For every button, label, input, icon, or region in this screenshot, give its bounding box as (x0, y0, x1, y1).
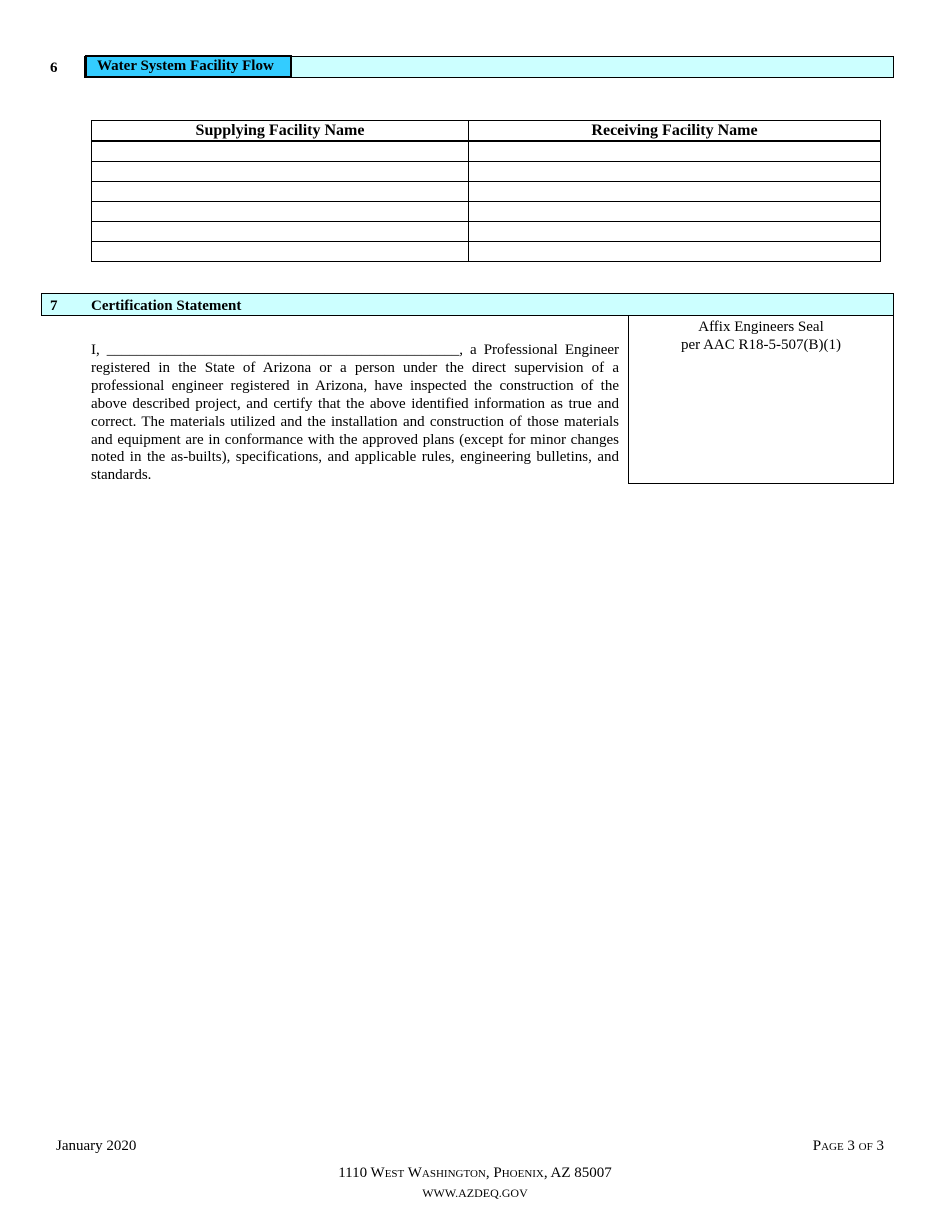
receiving-facility-cell[interactable] (469, 162, 881, 182)
receiving-facility-cell[interactable] (469, 182, 881, 202)
table-row (92, 242, 881, 262)
footer-website: WWW.AZDEQ.GOV (422, 1186, 528, 1200)
footer-page-number: Page 3 of 3 (812, 1138, 884, 1154)
seal-instruction-line-1: Affix Engineers Seal (698, 319, 824, 335)
supplying-facility-cell[interactable] (92, 242, 469, 262)
table-row (92, 141, 881, 162)
supplying-facility-cell[interactable] (92, 222, 469, 242)
table-header-row (92, 121, 881, 142)
table-row (92, 202, 881, 222)
receiving-facility-cell[interactable] (469, 141, 881, 162)
table-row (92, 162, 881, 182)
supplying-facility-cell[interactable] (92, 141, 469, 162)
receiving-facility-cell[interactable] (469, 222, 881, 242)
seal-instruction-line-2: per AAC R18-5-507(B)(1) (681, 337, 841, 353)
certification-statement-text: I, _______________________________________________, a Professional Engineer registered in the State of Arizona or a person under the direct supervision of a professional engineer registered in Arizona, have inspected the construction of the above described project, and certify that the above identified information as true and correct. The materials utilized and the installation and construction of those materials and equipment are in conformance with the approved plans (except for minor changes noted in the as-builts), specifications, and applicable rules, engineering bulletins, and standards. (91, 342, 619, 484)
supplying-facility-header: Supplying Facility Name (92, 121, 469, 142)
section-6-number: 6 (41, 56, 85, 78)
supplying-facility-cell[interactable] (92, 182, 469, 202)
receiving-facility-cell[interactable] (469, 202, 881, 222)
table-row (92, 222, 881, 242)
engineer-seal-box (628, 315, 894, 484)
section-7-title: Certification Statement (91, 298, 242, 314)
supplying-facility-cell[interactable] (92, 202, 469, 222)
receiving-facility-header: Receiving Facility Name (469, 121, 881, 142)
table-row (92, 182, 881, 202)
footer-address: 1110 West Washington, Phoenix, AZ 85007 (338, 1165, 612, 1181)
section-6-title: Water System Facility Flow (85, 55, 292, 78)
section-7-number: 7 (50, 298, 58, 314)
receiving-facility-cell[interactable] (469, 242, 881, 262)
facility-flow-table (91, 120, 881, 262)
supplying-facility-cell[interactable] (92, 162, 469, 182)
footer-date: January 2020 (56, 1138, 137, 1154)
